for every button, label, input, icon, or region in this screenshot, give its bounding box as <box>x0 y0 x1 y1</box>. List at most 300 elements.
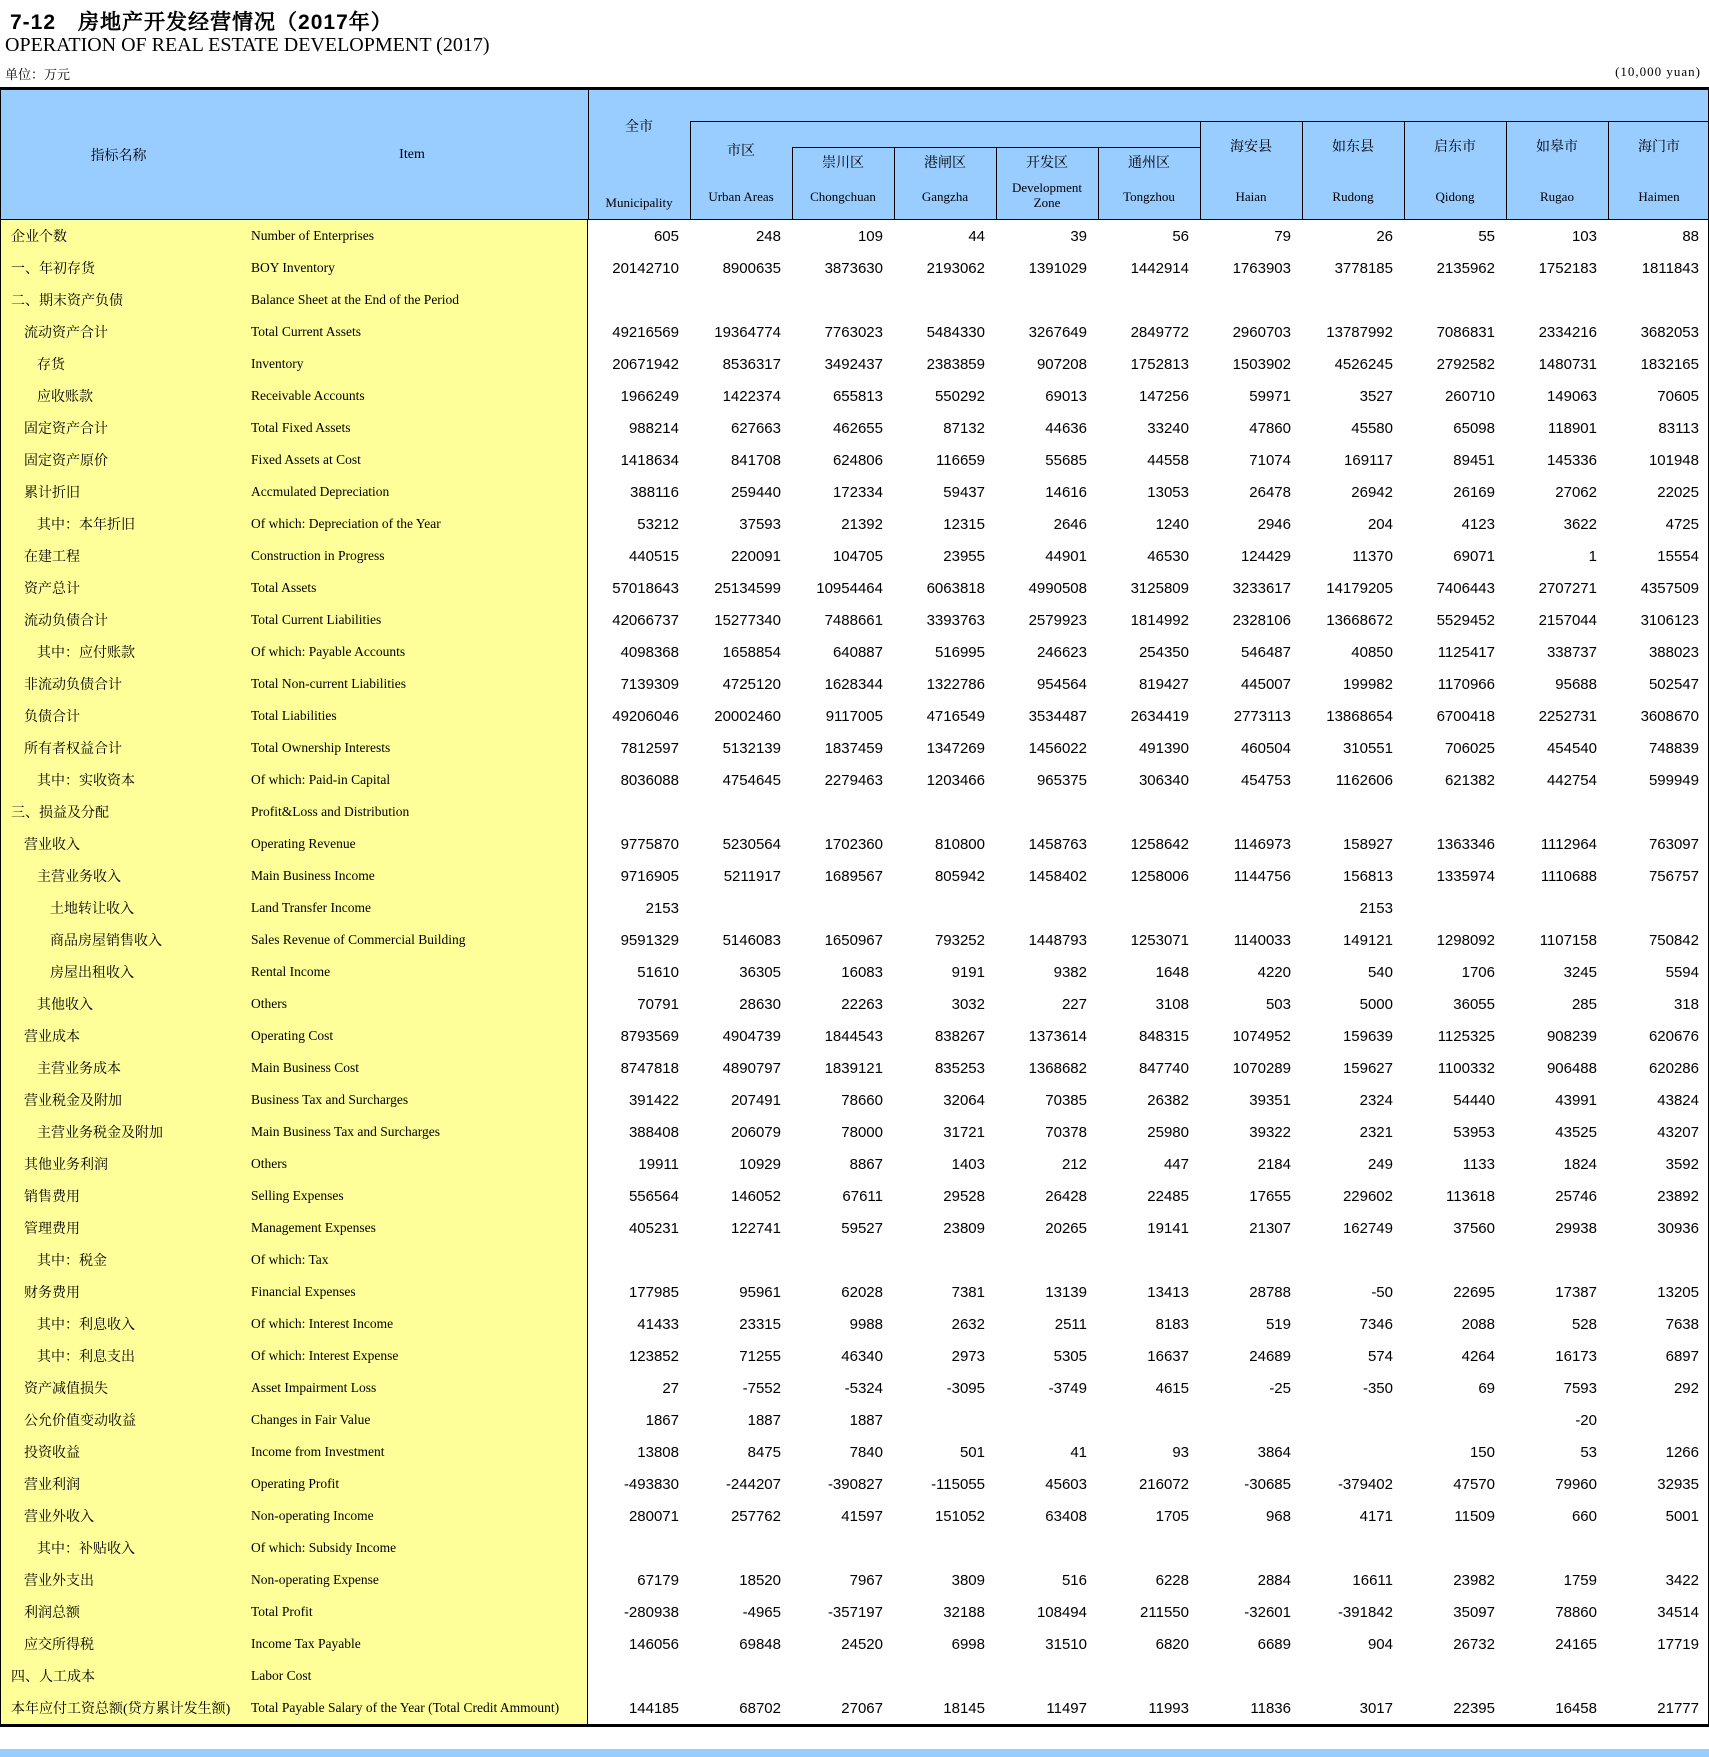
header-grid-line <box>996 147 997 219</box>
cell-value: 11993 <box>1148 1699 1189 1717</box>
cell-value <box>792 1660 894 1692</box>
table-row <box>1 796 1708 828</box>
cell-value: 19911 <box>638 1155 679 1173</box>
row-label-cell <box>1 1180 588 1212</box>
cell-value: 3233617 <box>1232 579 1291 597</box>
cell-value: 59527 <box>841 1219 883 1237</box>
cell-value: 954564 <box>1036 675 1087 693</box>
cell-value: 23315 <box>739 1315 781 1333</box>
cell-value: 1133 <box>1462 1155 1495 1173</box>
cell-value: 556564 <box>628 1187 679 1205</box>
cell-value: 756757 <box>1648 867 1699 885</box>
cell-value: 501 <box>959 1443 985 1461</box>
cell-value <box>894 796 996 828</box>
cell-value: 4725120 <box>722 675 781 693</box>
cell-value: 13413 <box>1147 1283 1189 1301</box>
cell-value: 847740 <box>1138 1059 1189 1077</box>
cell-value: 21777 <box>1657 1699 1699 1717</box>
cell-value: 1887 <box>747 1411 781 1429</box>
table-row <box>1 1660 1708 1692</box>
cell-value: 18145 <box>943 1699 985 1717</box>
row-label-cell <box>1 1340 588 1372</box>
cell-value: 45580 <box>1351 419 1393 437</box>
cell-value: 67611 <box>842 1187 883 1205</box>
cell-value: 4357509 <box>1640 579 1699 597</box>
cell-value: 55 <box>1478 227 1495 245</box>
header-col-label-cn: 开发区 <box>1026 156 1068 171</box>
cell-value <box>1608 1244 1709 1276</box>
cell-value: 40850 <box>1351 643 1393 661</box>
cell-value: 22695 <box>1453 1283 1495 1301</box>
cell-value: 20671942 <box>612 355 679 373</box>
cell-value: 41597 <box>841 1507 883 1525</box>
header-col-haimen <box>1608 90 1709 219</box>
cell-value: 26942 <box>1351 483 1393 501</box>
header-col-rugao <box>1506 90 1608 219</box>
cell-value: 26382 <box>1147 1091 1189 1109</box>
cell-value: 4904739 <box>722 1027 781 1045</box>
table-row <box>1 508 1708 540</box>
table-row <box>1 668 1708 700</box>
cell-value: 26478 <box>1249 483 1291 501</box>
cell-value: 2960703 <box>1232 323 1291 341</box>
cell-value: 528 <box>1571 1315 1597 1333</box>
cell-value: 13808 <box>637 1443 679 1461</box>
cell-value <box>1302 284 1404 316</box>
cell-value <box>1302 1436 1404 1468</box>
cell-value: 30936 <box>1657 1219 1699 1237</box>
cell-value: 3492437 <box>824 355 883 373</box>
cell-value <box>1608 1404 1709 1436</box>
cell-value: 25980 <box>1147 1123 1189 1141</box>
cell-value: 88 <box>1682 227 1699 245</box>
cell-value: 2153 <box>1359 899 1393 917</box>
cell-value: 1832165 <box>1640 355 1699 373</box>
header-col-label-cn: 如东县 <box>1332 140 1374 155</box>
cell-value: 55685 <box>1045 451 1087 469</box>
cell-value: 14616 <box>1045 483 1087 501</box>
cell-value: 454753 <box>1240 771 1291 789</box>
row-label-cn: 本年应付工资总额(贷方累计发生额) <box>11 1702 231 1717</box>
row-label-cell <box>1 1404 588 1436</box>
cell-value: 123852 <box>628 1347 679 1365</box>
cell-value: 71074 <box>1249 451 1291 469</box>
cell-value: 204 <box>1367 515 1393 533</box>
cell-value: 2153 <box>645 899 679 917</box>
cell-value: -357197 <box>827 1603 883 1621</box>
cell-value: 3393763 <box>926 611 985 629</box>
cell-value: 1253071 <box>1130 931 1189 949</box>
cell-value: 5484330 <box>926 323 985 341</box>
cell-value: 1110688 <box>1540 867 1597 885</box>
cell-value <box>1506 284 1608 316</box>
table-row <box>1 1628 1708 1660</box>
row-label-cell <box>1 1628 588 1660</box>
cell-value: 41 <box>1070 1443 1087 1461</box>
cell-value: 965375 <box>1036 771 1087 789</box>
cell-value: 627663 <box>730 419 781 437</box>
cell-value: 819427 <box>1138 675 1189 693</box>
row-label-en: Operating Profit <box>251 1476 340 1491</box>
row-label-cell <box>1 540 588 572</box>
cell-value: 65098 <box>1453 419 1495 437</box>
cell-value: 5146083 <box>722 931 781 949</box>
row-label-cn: 商品房屋销售收入 <box>50 934 162 949</box>
header-col-label-en: Urban Areas <box>708 189 774 205</box>
cell-value: 3527 <box>1359 387 1393 405</box>
row-label-cell <box>1 924 588 956</box>
cell-value <box>1506 1660 1608 1692</box>
row-label-cell <box>1 828 588 860</box>
row-label-cn: 营业外支出 <box>24 1574 94 1589</box>
cell-value: 2849772 <box>1130 323 1189 341</box>
cell-value: 3809 <box>951 1571 985 1589</box>
cell-value: 246623 <box>1036 643 1087 661</box>
cell-value: -115055 <box>931 1475 985 1493</box>
cell-value: 2193062 <box>926 259 985 277</box>
row-label-en: Accmulated Depreciation <box>251 484 390 499</box>
cell-value: 9191 <box>951 963 985 981</box>
cell-value <box>1302 1532 1404 1564</box>
row-label-en: Selling Expenses <box>251 1188 344 1203</box>
row-label-en: Of which: Interest Income <box>251 1316 394 1331</box>
cell-value: 550292 <box>934 387 985 405</box>
row-label-en: Main Business Income <box>251 868 375 883</box>
row-label-cn: 企业个数 <box>11 230 67 245</box>
cell-value: 44636 <box>1045 419 1087 437</box>
row-label-cn: 营业税金及附加 <box>24 1094 122 1109</box>
cell-value: -50 <box>1371 1283 1393 1301</box>
cell-value: 4725 <box>1665 515 1699 533</box>
cell-value: 229602 <box>1342 1187 1393 1205</box>
cell-value: 29528 <box>943 1187 985 1205</box>
cell-value <box>1404 892 1506 924</box>
cell-value: 1752813 <box>1130 355 1189 373</box>
cell-value: 25746 <box>1555 1187 1597 1205</box>
cell-value: 2157044 <box>1538 611 1597 629</box>
cell-value: 1203466 <box>926 771 985 789</box>
row-label-cn: 其中：税金 <box>37 1254 107 1269</box>
cell-value: 3778185 <box>1334 259 1393 277</box>
cell-value: 1140033 <box>1233 931 1291 949</box>
cell-value: 621382 <box>1444 771 1495 789</box>
cell-value <box>1098 892 1200 924</box>
page-title-cn: 7-12 房地产开发经营情况（2017年） <box>10 11 393 34</box>
row-label-en: Others <box>251 1156 287 1171</box>
row-label-cell <box>1 1148 588 1180</box>
cell-value: 1322786 <box>926 675 985 693</box>
row-label-en: Financial Expenses <box>251 1284 356 1299</box>
cell-value: 1070289 <box>1232 1059 1291 1077</box>
cell-value: 1650967 <box>824 931 883 949</box>
header-grid-line <box>1302 121 1303 219</box>
cell-value: 8183 <box>1155 1315 1189 1333</box>
cell-value: 904 <box>1367 1635 1393 1653</box>
cell-value: 32064 <box>943 1091 985 1109</box>
cell-value <box>996 1660 1098 1692</box>
row-label-cell <box>1 604 588 636</box>
cell-value: 68702 <box>739 1699 781 1717</box>
row-label-cell <box>1 732 588 764</box>
table-row <box>1 1308 1708 1340</box>
cell-value: 22263 <box>841 995 883 1013</box>
row-label-en: Management Expenses <box>251 1220 376 1235</box>
row-label-cn: 其中：应付账款 <box>37 646 135 661</box>
cell-value: 104705 <box>832 547 883 565</box>
cell-value: 2646 <box>1053 515 1087 533</box>
row-label-cell <box>1 1596 588 1628</box>
cell-value: 19364774 <box>714 323 781 341</box>
cell-value: 93 <box>1172 1443 1189 1461</box>
row-label-en: Business Tax and Surcharges <box>251 1092 409 1107</box>
cell-value: 574 <box>1367 1347 1393 1365</box>
cell-value: 42066737 <box>612 611 679 629</box>
cell-value: 3422 <box>1665 1571 1699 1589</box>
row-label-en: Total Payable Salary of the Year (Total Credit Ammount) <box>251 1700 560 1715</box>
cell-value: 17655 <box>1249 1187 1291 1205</box>
cell-value: 21392 <box>841 515 883 533</box>
cell-value: 605 <box>653 227 679 245</box>
cell-value: 144185 <box>628 1699 679 1717</box>
cell-value: 23955 <box>943 547 985 565</box>
unit-label-cn: 单位：万元 <box>5 67 71 82</box>
cell-value: 21307 <box>1249 1219 1291 1237</box>
cell-value: 172334 <box>832 483 883 501</box>
cell-value <box>588 284 690 316</box>
cell-value: 306340 <box>1138 771 1189 789</box>
cell-value: 10954464 <box>816 579 883 597</box>
cell-value: 227 <box>1061 995 1087 1013</box>
cell-value: 1258006 <box>1130 867 1189 885</box>
header-col-label-en: Haian <box>1235 189 1267 205</box>
row-label-cn: 营业外收入 <box>24 1510 94 1525</box>
cell-value: 89451 <box>1453 451 1495 469</box>
header-col-label-en: Rugao <box>1540 189 1574 205</box>
cell-value <box>690 1660 792 1692</box>
cell-value: 285 <box>1571 995 1597 1013</box>
cell-value <box>792 796 894 828</box>
cell-value: 1706 <box>1461 963 1495 981</box>
cell-value: 70791 <box>637 995 679 1013</box>
cell-value: 1458763 <box>1028 835 1087 853</box>
cell-value: 447 <box>1163 1155 1189 1173</box>
row-label-cn: 固定资产合计 <box>24 422 108 437</box>
row-label-cn: 土地转让收入 <box>50 902 134 917</box>
cell-value <box>1200 1404 1302 1436</box>
row-label-cell <box>1 1212 588 1244</box>
row-label-cell <box>1 1020 588 1052</box>
cell-value: 388023 <box>1648 643 1699 661</box>
statistics-table <box>0 87 1709 1727</box>
row-label-cn: 管理费用 <box>24 1222 80 1237</box>
header-indicator-cell <box>1 90 588 219</box>
cell-value: -5324 <box>844 1379 883 1397</box>
cell-value: 7638 <box>1665 1315 1699 1333</box>
row-label-en: Rental Income <box>251 964 331 979</box>
table-row <box>1 380 1708 412</box>
cell-value: 3108 <box>1155 995 1189 1013</box>
cell-value: 26732 <box>1453 1635 1495 1653</box>
cell-value: 158927 <box>1342 835 1393 853</box>
table-row <box>1 988 1708 1020</box>
cell-value <box>792 1244 894 1276</box>
row-label-en: Total Assets <box>251 580 317 595</box>
cell-value: -493830 <box>623 1475 679 1493</box>
header-col-label-cn: 如皋市 <box>1536 140 1578 155</box>
table-row <box>1 1180 1708 1212</box>
cell-value: 1839121 <box>824 1059 883 1077</box>
row-label-cn: 销售费用 <box>24 1190 80 1205</box>
cell-value: 16083 <box>841 963 883 981</box>
cell-value: 10929 <box>739 1155 781 1173</box>
row-label-cn: 营业成本 <box>24 1030 80 1045</box>
cell-value <box>1506 892 1608 924</box>
cell-value <box>1098 796 1200 828</box>
cell-value: 7139309 <box>620 675 679 693</box>
cell-value: 11370 <box>1352 547 1393 565</box>
cell-value: 292 <box>1673 1379 1699 1397</box>
cell-value: 1347269 <box>926 739 985 757</box>
cell-value <box>792 1532 894 1564</box>
cell-value: 2792582 <box>1436 355 1495 373</box>
cell-value: 1448793 <box>1028 931 1087 949</box>
cell-value: -20 <box>1575 1411 1597 1429</box>
header-col-urban-areas <box>690 90 792 219</box>
cell-value: 7812597 <box>620 739 679 757</box>
cell-value: 655813 <box>832 387 883 405</box>
cell-value: 8793569 <box>620 1027 679 1045</box>
row-label-cn: 所有者权益合计 <box>24 742 122 757</box>
cell-value: 7840 <box>849 1443 883 1461</box>
cell-value: 4098368 <box>620 643 679 661</box>
cell-value: -3095 <box>946 1379 985 1397</box>
cell-value: 103 <box>1571 227 1597 245</box>
cell-value: 146052 <box>730 1187 781 1205</box>
cell-value: 5230564 <box>722 835 781 853</box>
page-title-en: OPERATION OF REAL ESTATE DEVELOPMENT (2017) <box>5 34 490 56</box>
table-row <box>1 1596 1708 1628</box>
cell-value <box>1302 1660 1404 1692</box>
row-label-cn: 应交所得税 <box>24 1638 94 1653</box>
row-label-cell <box>1 1532 588 1564</box>
cell-value: 906488 <box>1546 1059 1597 1077</box>
cell-value: 2707271 <box>1538 579 1597 597</box>
cell-value: 3534487 <box>1028 707 1087 725</box>
header-grid-line <box>690 121 691 219</box>
cell-value: 2088 <box>1461 1315 1495 1333</box>
cell-value: 33240 <box>1147 419 1189 437</box>
table-row <box>1 1372 1708 1404</box>
cell-value: 69071 <box>1453 547 1495 565</box>
cell-value: 23892 <box>1657 1187 1699 1205</box>
row-label-cell <box>1 796 588 828</box>
row-label-cn: 存货 <box>37 358 65 373</box>
cell-value <box>1200 1244 1302 1276</box>
cell-value <box>1302 796 1404 828</box>
cell-value: 6700418 <box>1436 707 1495 725</box>
row-label-en: Total Fixed Assets <box>251 420 351 435</box>
cell-value <box>588 1532 690 1564</box>
cell-value: 7381 <box>951 1283 985 1301</box>
cell-value: 1403 <box>951 1155 985 1173</box>
table-row <box>1 444 1708 476</box>
cell-value: 69013 <box>1045 387 1087 405</box>
cell-value: 248 <box>755 227 781 245</box>
row-label-cn: 主营业务成本 <box>37 1062 121 1077</box>
cell-value: 22025 <box>1657 483 1699 501</box>
cell-value: 1702360 <box>824 835 883 853</box>
cell-value: 1422374 <box>722 387 781 405</box>
cell-value: 338737 <box>1546 643 1597 661</box>
cell-value: 1456022 <box>1028 739 1087 757</box>
cell-value: 6820 <box>1155 1635 1189 1653</box>
cell-value: 1658854 <box>722 643 781 661</box>
row-label-cn: 财务费用 <box>24 1286 80 1301</box>
cell-value: 23982 <box>1453 1571 1495 1589</box>
cell-value: 149121 <box>1342 931 1393 949</box>
row-label-cell <box>1 1308 588 1340</box>
cell-value: 391422 <box>628 1091 679 1109</box>
cell-value: -3749 <box>1048 1379 1087 1397</box>
cell-value: 11836 <box>1250 1699 1291 1717</box>
cell-value: 624806 <box>832 451 883 469</box>
cell-value: 1705 <box>1155 1507 1189 1525</box>
cell-value: 16637 <box>1147 1347 1189 1365</box>
cell-value: 1170966 <box>1437 675 1495 693</box>
cell-value: 8536317 <box>722 355 781 373</box>
cell-value <box>1506 1532 1608 1564</box>
cell-value: 108494 <box>1036 1603 1087 1621</box>
cell-value: 159627 <box>1342 1059 1393 1077</box>
cell-value: 109 <box>857 227 883 245</box>
cell-value: -32601 <box>1244 1603 1291 1621</box>
row-label-cn: 营业利润 <box>24 1478 80 1493</box>
row-label-en: Labor Cost <box>251 1668 312 1683</box>
cell-value: 47860 <box>1249 419 1291 437</box>
row-label-cell <box>1 1692 588 1724</box>
cell-value: 3592 <box>1665 1155 1699 1173</box>
row-label-en: BOY Inventory <box>251 260 335 275</box>
cell-value: 7406443 <box>1436 579 1495 597</box>
table-row <box>1 252 1708 284</box>
cell-value: 1689567 <box>824 867 883 885</box>
table-row <box>1 1084 1708 1116</box>
cell-value: 491390 <box>1138 739 1189 757</box>
header-grid-line <box>1506 121 1507 219</box>
table-row <box>1 316 1708 348</box>
cell-value: 70605 <box>1657 387 1699 405</box>
header-col-municipality <box>588 90 690 219</box>
row-label-en: Fixed Assets at Cost <box>251 452 361 467</box>
cell-value: 216072 <box>1138 1475 1189 1493</box>
row-label-en: Income Tax Payable <box>251 1636 361 1651</box>
cell-value: 47570 <box>1453 1475 1495 1493</box>
cell-value <box>690 1532 792 1564</box>
cell-value: 39 <box>1070 227 1087 245</box>
cell-value: 12315 <box>943 515 985 533</box>
row-label-cn: 在建工程 <box>24 550 80 565</box>
row-label-cn: 其他收入 <box>37 998 93 1013</box>
header-indicator-label-cn: 指标名称 <box>90 148 147 164</box>
cell-value: 16173 <box>1555 1347 1597 1365</box>
row-label-en: Receivable Accounts <box>251 388 365 403</box>
cell-value: 13668672 <box>1326 611 1393 629</box>
row-label-cn: 主营业务收入 <box>37 870 121 885</box>
row-label-en: Of which: Paid-in Capital <box>251 772 391 787</box>
cell-value: 28630 <box>739 995 781 1013</box>
cell-value: 3032 <box>951 995 985 1013</box>
cell-value <box>588 796 690 828</box>
